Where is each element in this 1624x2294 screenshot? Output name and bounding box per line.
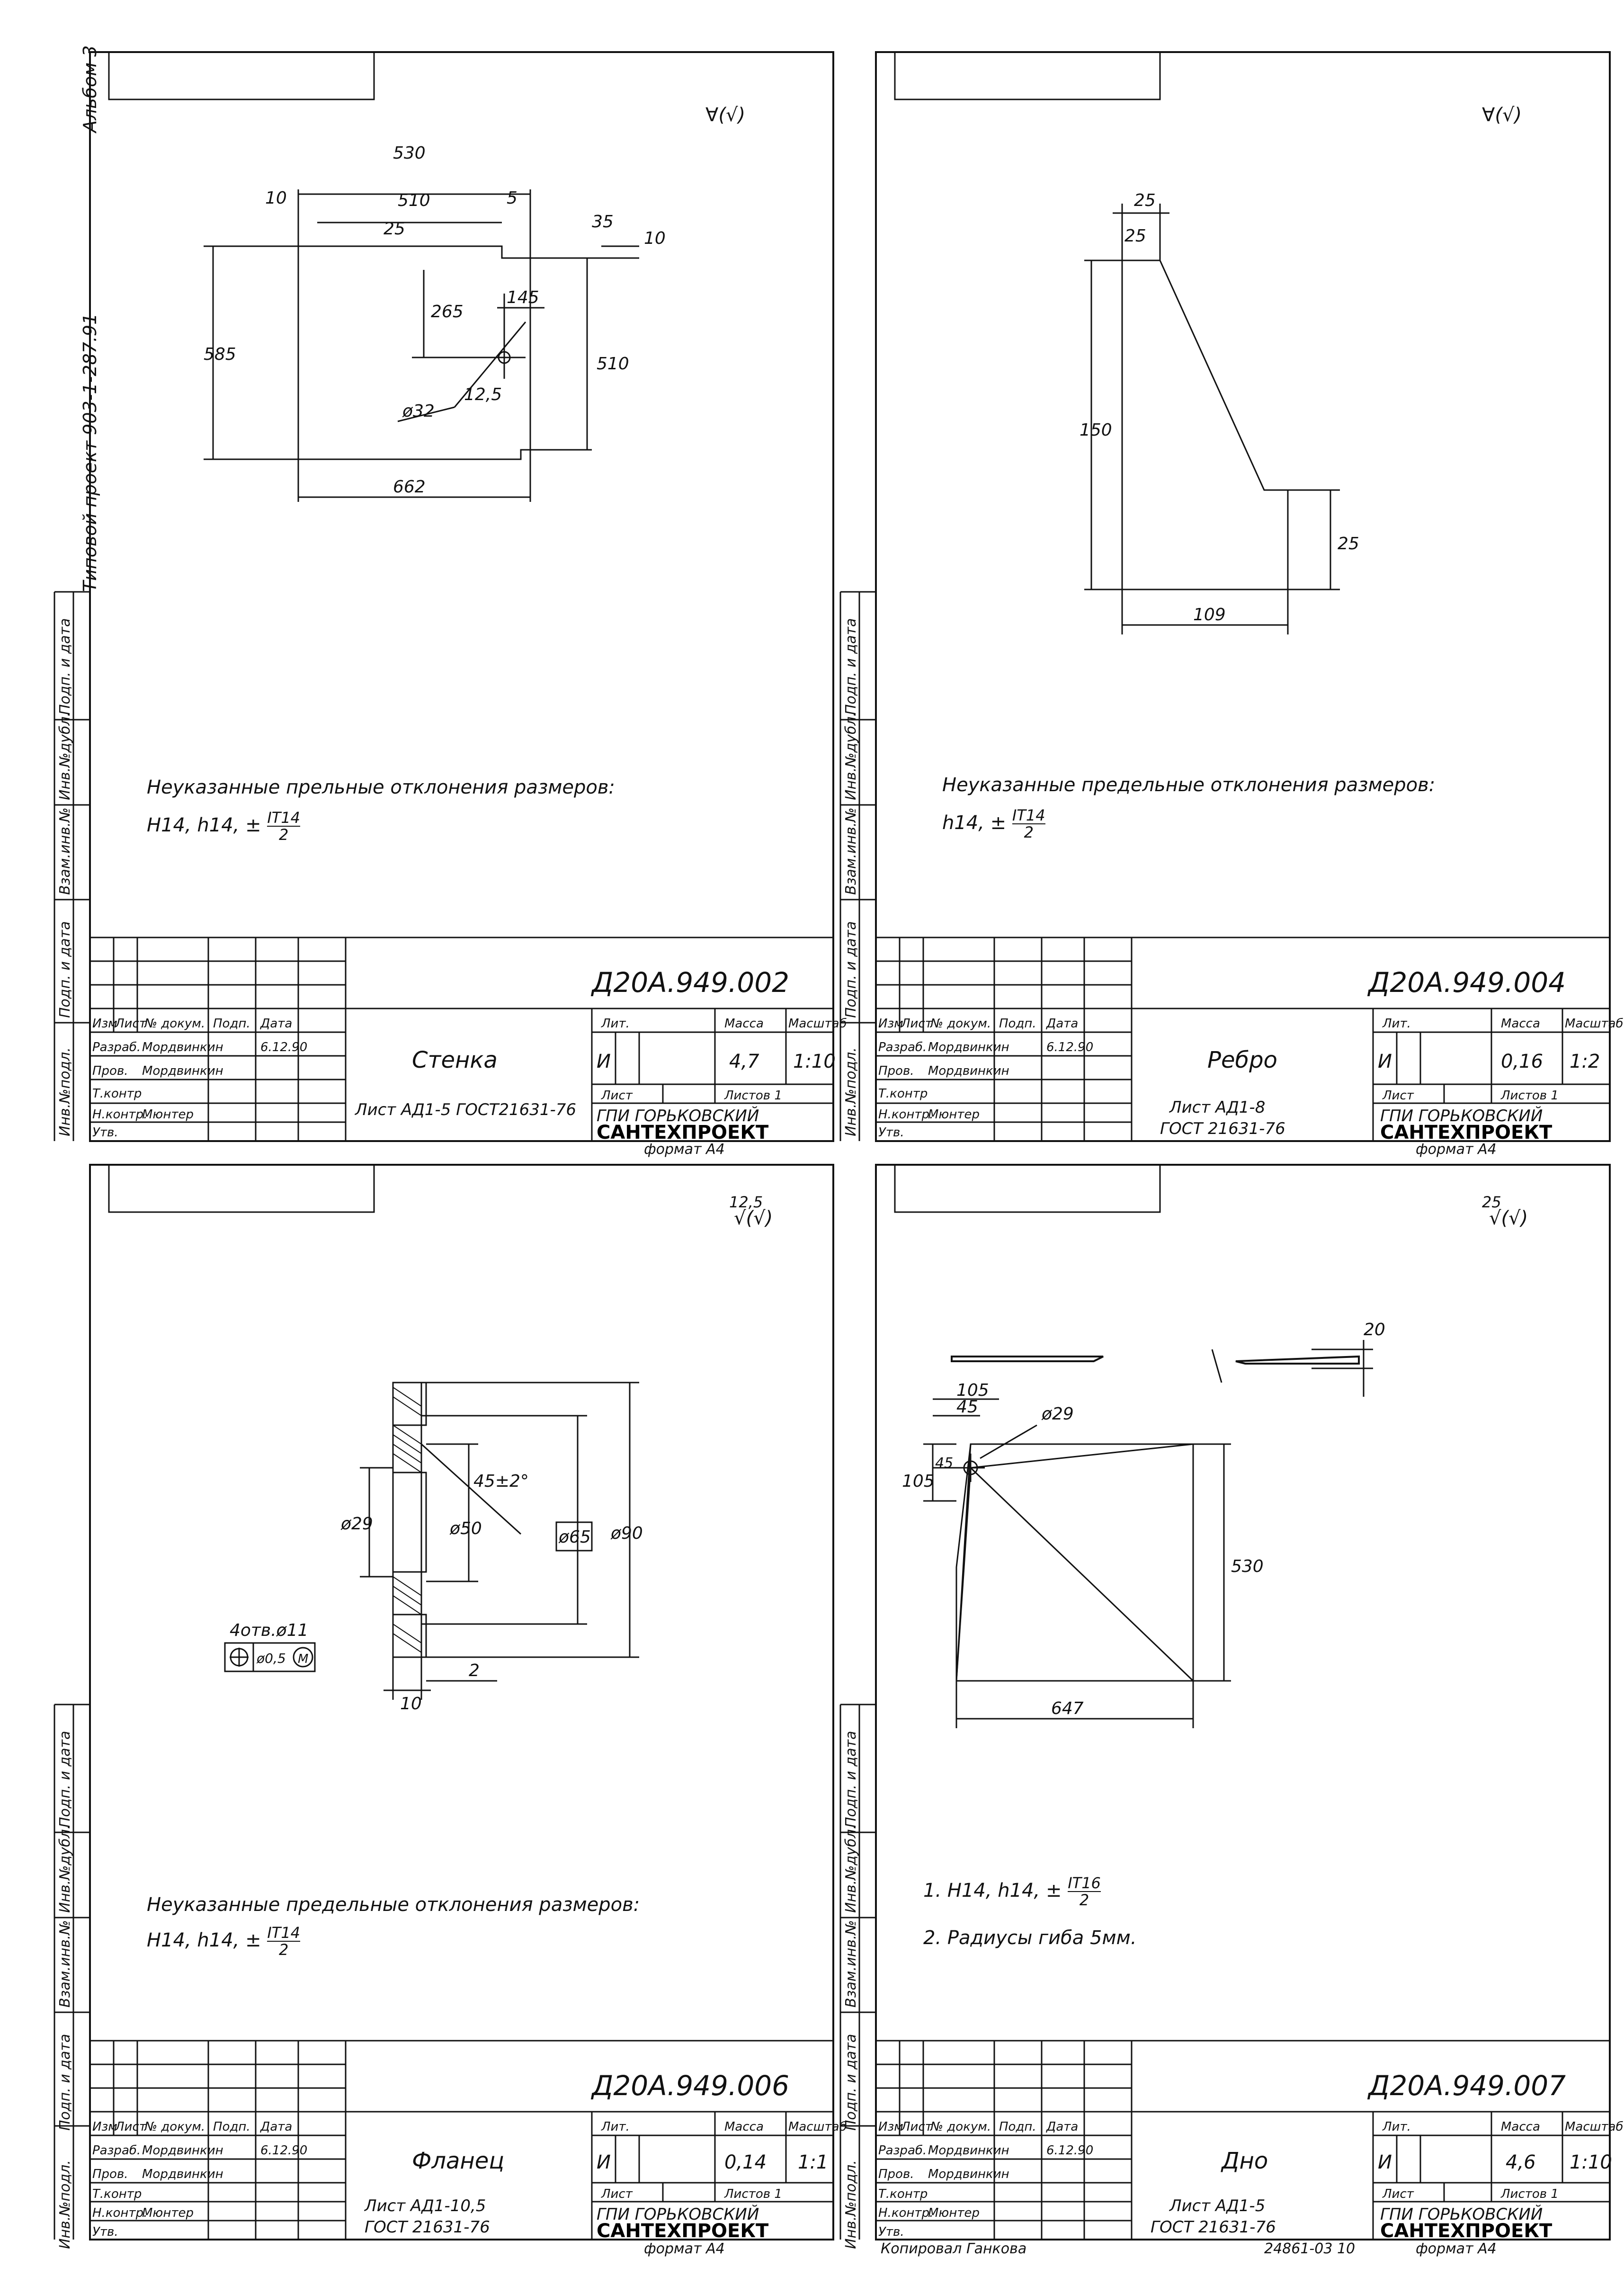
role-utv: Утв. bbox=[878, 1125, 904, 1140]
part-name: Стенка bbox=[412, 1047, 498, 1073]
dim-d50: ø50 bbox=[450, 1519, 482, 1538]
tolerance-note-line2 bbox=[147, 810, 300, 843]
org-line1: ГПИ ГОРЬКОВСКИЙ bbox=[597, 2205, 759, 2224]
roughness-sign: √(√) bbox=[1489, 1207, 1528, 1229]
sign-date: 6.12.90 bbox=[1046, 1040, 1094, 1054]
role-razrab: Разраб. bbox=[92, 2143, 141, 2158]
person-nkontr: Мюнтер bbox=[142, 2206, 194, 2220]
dim-510-top: 510 bbox=[398, 191, 430, 210]
album-label: Альбом 3 bbox=[80, 45, 100, 133]
copied-by-name: Ганкова bbox=[966, 2240, 1027, 2257]
person-razrab: Мордвинкин bbox=[928, 2143, 1009, 2158]
dim-2: 2 bbox=[469, 1661, 480, 1680]
org-line2: САНТЕХПРОЕКТ bbox=[1380, 2220, 1553, 2242]
sheet-frame bbox=[838, 47, 1624, 1160]
hdr-date: Дата bbox=[1046, 2120, 1079, 2134]
role-utv: Утв. bbox=[92, 2225, 118, 2239]
roughness-mark: ∀(√) bbox=[1482, 104, 1522, 126]
tolerance-classes: Н14, h14, ± bbox=[147, 1929, 261, 1951]
hdr-list: Лист bbox=[901, 1017, 932, 1031]
side-strip-label: Инв.№подл. bbox=[57, 1047, 73, 1136]
dim-12-5: 12,5 bbox=[464, 385, 502, 404]
role-tkontr: Т.контр bbox=[878, 2187, 928, 2201]
sign-date: 6.12.90 bbox=[260, 1040, 308, 1054]
role-razrab: Разраб. bbox=[878, 2143, 927, 2158]
hdr-sign: Подп. bbox=[999, 2120, 1036, 2134]
dim-105-left: 105 bbox=[902, 1472, 935, 1491]
mass-value: 4,6 bbox=[1506, 2151, 1536, 2173]
hdr-sheet: Лист bbox=[1383, 2187, 1414, 2201]
ref-line2: ГОСТ 21631-76 bbox=[1160, 1119, 1285, 1138]
sheet-frame bbox=[838, 1160, 1624, 2273]
org-line1: ГПИ ГОРЬКОВСКИЙ bbox=[1380, 1107, 1543, 1125]
side-strip-label: Подп. и дата bbox=[57, 921, 73, 1018]
ref-line2: ГОСТ 21631-76 bbox=[365, 2218, 490, 2237]
dim-d29: ø29 bbox=[1042, 1404, 1074, 1424]
hdr-sheets: Листов 1 bbox=[724, 2187, 782, 2201]
format-label: формат А4 bbox=[1416, 1141, 1497, 1158]
dim-position-tol: ø0,5 bbox=[257, 1651, 286, 1666]
fraction-top: IT14 bbox=[267, 1924, 301, 1942]
hdr-scale: Масштаб bbox=[788, 2120, 847, 2134]
format-label: формат А4 bbox=[644, 2240, 725, 2257]
tolerance-note-line1: Неуказанные предельные отклонения размеров: bbox=[147, 1894, 640, 1916]
person-razrab: Мордвинкин bbox=[928, 1040, 1009, 1054]
dim-chamfer-angle: 45±2° bbox=[473, 1472, 529, 1491]
hdr-doc: № докум. bbox=[144, 2120, 205, 2134]
dim-holes: 4отв.ø11 bbox=[230, 1621, 309, 1640]
hdr-scale: Масштаб bbox=[1565, 1017, 1624, 1031]
tolerance-classes: 1. Н14, h14, ± bbox=[923, 1880, 1062, 1901]
sign-date: 6.12.90 bbox=[260, 2143, 308, 2158]
hdr-list: Лист bbox=[115, 2120, 146, 2134]
hdr-sheets: Листов 1 bbox=[1501, 1089, 1559, 1103]
side-strip-label: Подп. и дата bbox=[57, 618, 73, 715]
scale-value: 1:1 bbox=[798, 2151, 829, 2173]
tolerance-fraction bbox=[1068, 1875, 1101, 1908]
fraction-bottom: 2 bbox=[279, 826, 289, 844]
role-tkontr: Т.контр bbox=[92, 1087, 142, 1101]
tolerance-classes: h14, ± bbox=[942, 812, 1007, 834]
hdr-doc: № докум. bbox=[930, 1017, 991, 1031]
fraction-bottom: 2 bbox=[1079, 1891, 1089, 1909]
person-prov: Мордвинкин bbox=[928, 1064, 1009, 1078]
dim-25-top: 25 bbox=[1134, 191, 1156, 210]
side-strip-label: Инв.№дубл. bbox=[843, 712, 859, 800]
hdr-sheet: Лист bbox=[601, 1089, 633, 1103]
sign-date: 6.12.90 bbox=[1046, 2143, 1094, 2158]
dim-d29: ø29 bbox=[341, 1514, 373, 1534]
hdr-izm: Изм bbox=[878, 1017, 903, 1031]
role-nkontr: Н.контр. bbox=[878, 2206, 934, 2220]
hdr-scale: Масштаб bbox=[1565, 2120, 1624, 2134]
doc-code: Д20А.949.006 bbox=[592, 2070, 790, 2102]
hdr-doc: № докум. bbox=[930, 2120, 991, 2134]
ref-text: Лист АД1-5 ГОСТ21631-76 bbox=[355, 1100, 577, 1119]
tolerance-note-line2 bbox=[942, 807, 1045, 840]
role-utv: Утв. bbox=[92, 1125, 118, 1140]
dim-530: 530 bbox=[393, 143, 426, 163]
dim-d90: ø90 bbox=[611, 1524, 643, 1543]
dim-d32: ø32 bbox=[402, 402, 435, 421]
side-strip-label: Взам.инв.№ bbox=[57, 1920, 73, 2008]
fraction-top: IT14 bbox=[267, 809, 301, 827]
role-tkontr: Т.контр bbox=[878, 1087, 928, 1101]
role-utv: Утв. bbox=[878, 2225, 904, 2239]
tolerance-note-line1: Неуказанные прельные отклонения размеров: bbox=[147, 777, 615, 798]
dim-105-top: 105 bbox=[956, 1381, 989, 1400]
side-strip-label: Инв.№дубл. bbox=[843, 1824, 859, 1913]
dim-25-roughness: 25 bbox=[384, 219, 405, 239]
side-strip-label: Подп. и дата bbox=[57, 1731, 73, 1828]
fraction-bottom: 2 bbox=[279, 1941, 289, 1959]
copied-by-label: Копировал bbox=[881, 2240, 962, 2257]
hdr-mass: Масса bbox=[1501, 2120, 1540, 2134]
hdr-sheets: Листов 1 bbox=[1501, 2187, 1559, 2201]
org-line1: ГПИ ГОРЬКОВСКИЙ bbox=[597, 1107, 759, 1125]
dim-5: 5 bbox=[507, 188, 518, 208]
hdr-izm: Изм bbox=[878, 2120, 903, 2134]
dim-109: 109 bbox=[1193, 605, 1226, 625]
role-razrab: Разраб. bbox=[92, 1040, 141, 1054]
side-strip-label: Инв.№подл. bbox=[57, 2160, 73, 2249]
person-razrab: Мордвинкин bbox=[142, 1040, 223, 1054]
role-nkontr: Н.контр. bbox=[92, 2206, 148, 2220]
side-strip-label: Подп. и дата bbox=[843, 1731, 859, 1828]
dim-45-top: 45 bbox=[956, 1397, 978, 1417]
person-razrab: Мордвинкин bbox=[142, 2143, 223, 2158]
lit-value: И bbox=[1378, 2151, 1392, 2173]
lit-value: И bbox=[597, 1051, 611, 1072]
hdr-mass: Масса bbox=[724, 1017, 764, 1031]
dim-510-right: 510 bbox=[597, 354, 629, 374]
role-tkontr: Т.контр bbox=[92, 2187, 142, 2201]
dim-10: 10 bbox=[400, 1694, 422, 1714]
side-strip-label: Взам.инв.№ bbox=[843, 807, 859, 895]
copy-note bbox=[881, 2240, 1026, 2257]
doc-code: Д20А.949.004 bbox=[1368, 966, 1566, 999]
fraction-top: IT14 bbox=[1012, 806, 1045, 824]
sheet-frame bbox=[52, 1160, 847, 2273]
hdr-lit: Лит. bbox=[1383, 1017, 1411, 1031]
role-prov: Пров. bbox=[878, 1064, 914, 1078]
hdr-lit: Лит. bbox=[601, 2120, 630, 2134]
drawing-sheet-stenka bbox=[52, 47, 847, 1160]
dim-150: 150 bbox=[1080, 420, 1112, 440]
fraction-bottom: 2 bbox=[1024, 823, 1034, 841]
side-strip-label: Инв.№подл. bbox=[843, 1047, 859, 1136]
doc-code: Д20А.949.007 bbox=[1368, 2070, 1566, 2102]
side-strip-label: Инв.№дубл. bbox=[57, 712, 73, 800]
org-line2: САНТЕХПРОЕКТ bbox=[1380, 1122, 1553, 1143]
hdr-lit: Лит. bbox=[1383, 2120, 1411, 2134]
hdr-date: Дата bbox=[260, 2120, 293, 2134]
mass-value: 0,14 bbox=[724, 2151, 767, 2173]
roughness-sign: √(√) bbox=[734, 1207, 773, 1229]
hdr-sign: Подп. bbox=[213, 1017, 250, 1031]
hdr-mass: Масса bbox=[1501, 1017, 1540, 1031]
dim-35: 35 bbox=[592, 212, 614, 232]
side-strip-label: Взам.инв.№ bbox=[57, 807, 73, 895]
tolerance-fraction bbox=[1012, 807, 1045, 840]
hdr-date: Дата bbox=[260, 1017, 293, 1031]
role-prov: Пров. bbox=[878, 2167, 914, 2181]
part-name: Ребро bbox=[1207, 1047, 1277, 1073]
hdr-sheet: Лист bbox=[1383, 1089, 1414, 1103]
tolerance-fraction bbox=[267, 810, 300, 843]
archive-code: 24861-03 10 bbox=[1264, 2240, 1356, 2257]
tolerance-note-line1: Неуказанные предельные отклонения размеров: bbox=[942, 774, 1436, 796]
ref-line1: Лист АД1-8 bbox=[1169, 1098, 1266, 1117]
scale-value: 1:2 bbox=[1570, 1051, 1600, 1072]
person-prov: Мордвинкин bbox=[928, 2167, 1009, 2181]
ref-line1: Лист АД1-10,5 bbox=[365, 2196, 486, 2215]
role-prov: Пров. bbox=[92, 1064, 128, 1078]
sheet-frame bbox=[52, 47, 847, 1160]
side-strip-label: Подп. и дата bbox=[57, 2034, 73, 2131]
dim-265: 265 bbox=[431, 302, 464, 321]
side-strip-label: Взам.инв.№ bbox=[843, 1920, 859, 2008]
dim-d65: ø65 bbox=[559, 1527, 591, 1547]
hdr-list: Лист bbox=[901, 2120, 932, 2134]
roughness-mark: 25 bbox=[1482, 1193, 1501, 1211]
hdr-lit: Лит. bbox=[601, 1017, 630, 1031]
part-name: Дно bbox=[1222, 2148, 1268, 2174]
dim-10-left: 10 bbox=[265, 188, 287, 208]
roughness-mark: 12,5 bbox=[729, 1193, 763, 1211]
fraction-top: IT16 bbox=[1068, 1874, 1101, 1892]
hdr-scale: Масштаб bbox=[788, 1017, 847, 1031]
person-nkontr: Мюнтер bbox=[928, 1107, 980, 1122]
org-line1: ГПИ ГОРЬКОВСКИЙ bbox=[1380, 2205, 1543, 2224]
dim-530: 530 bbox=[1231, 1557, 1264, 1576]
hdr-date: Дата bbox=[1046, 1017, 1079, 1031]
org-line2: САНТЕХПРОЕКТ bbox=[597, 1122, 769, 1143]
role-razrab: Разраб. bbox=[878, 1040, 927, 1054]
tolerance-fraction bbox=[267, 1925, 300, 1958]
dim-662: 662 bbox=[393, 477, 426, 497]
format-label: формат А4 bbox=[1416, 2240, 1497, 2257]
ref-line1: Лист АД1-5 bbox=[1169, 2196, 1266, 2215]
side-strip-label: Подп. и дата bbox=[843, 2034, 859, 2131]
dim-145: 145 bbox=[507, 288, 539, 307]
dim-10-right: 10 bbox=[644, 229, 666, 248]
format-label: формат А4 bbox=[644, 1141, 725, 1158]
dim-20: 20 bbox=[1364, 1320, 1385, 1339]
hdr-sheet: Лист bbox=[601, 2187, 633, 2201]
tolerance-classes: Н14, h14, ± bbox=[147, 814, 261, 836]
org-line2: САНТЕХПРОЕКТ bbox=[597, 2220, 769, 2242]
dim-25-roughness: 25 bbox=[1124, 226, 1146, 246]
role-prov: Пров. bbox=[92, 2167, 128, 2181]
project-label: Типовой проект 903-1-287.91 bbox=[80, 313, 100, 592]
hdr-sign: Подп. bbox=[213, 2120, 250, 2134]
doc-code: Д20А.949.002 bbox=[592, 966, 790, 999]
hdr-izm: Изм bbox=[92, 1017, 117, 1031]
roughness-mark: ∀(√) bbox=[705, 104, 746, 126]
person-prov: Мордвинкин bbox=[142, 1064, 223, 1078]
side-strip-label: Подп. и дата bbox=[843, 618, 859, 715]
drawing-sheet-dno bbox=[838, 1160, 1624, 2273]
part-name: Фланец bbox=[412, 2148, 504, 2174]
person-prov: Мордвинкин bbox=[142, 2167, 223, 2181]
dim-647: 647 bbox=[1051, 1699, 1084, 1718]
hdr-sign: Подп. bbox=[999, 1017, 1036, 1031]
hdr-sheets: Листов 1 bbox=[724, 1089, 782, 1103]
side-strip-label: Подп. и дата bbox=[843, 921, 859, 1018]
lit-value: И bbox=[597, 2151, 611, 2173]
drawing-sheet-flanets bbox=[52, 1160, 847, 2273]
mass-value: 4,7 bbox=[729, 1051, 759, 1072]
hdr-mass: Масса bbox=[724, 2120, 764, 2134]
side-strip-label: Инв.№подл. bbox=[843, 2160, 859, 2249]
dim-mmc: М bbox=[298, 1652, 309, 1666]
lit-value: И bbox=[1378, 1051, 1392, 1072]
hdr-doc: № докум. bbox=[144, 1017, 205, 1031]
role-nkontr: Н.контр. bbox=[878, 1107, 934, 1122]
person-nkontr: Мюнтер bbox=[928, 2206, 980, 2220]
note-item-1 bbox=[923, 1875, 1101, 1908]
side-strip-label: Инв.№дубл. bbox=[57, 1824, 73, 1913]
scale-value: 1:10 bbox=[793, 1051, 836, 1072]
person-nkontr: Мюнтер bbox=[142, 1107, 194, 1122]
role-nkontr: Н.контр. bbox=[92, 1107, 148, 1122]
hdr-izm: Изм bbox=[92, 2120, 117, 2134]
hdr-list: Лист bbox=[115, 1017, 146, 1031]
ref-line2: ГОСТ 21631-76 bbox=[1151, 2218, 1276, 2237]
dim-45-left: 45 bbox=[935, 1455, 954, 1472]
dim-25-right: 25 bbox=[1338, 534, 1359, 553]
note-item-2: 2. Радиусы гиба 5мм. bbox=[923, 1927, 1137, 1949]
drawing-sheet-rebro bbox=[838, 47, 1624, 1160]
dim-585: 585 bbox=[204, 345, 236, 364]
tolerance-note-line2 bbox=[147, 1925, 300, 1958]
scale-value: 1:10 bbox=[1570, 2151, 1612, 2173]
mass-value: 0,16 bbox=[1501, 1051, 1544, 1072]
